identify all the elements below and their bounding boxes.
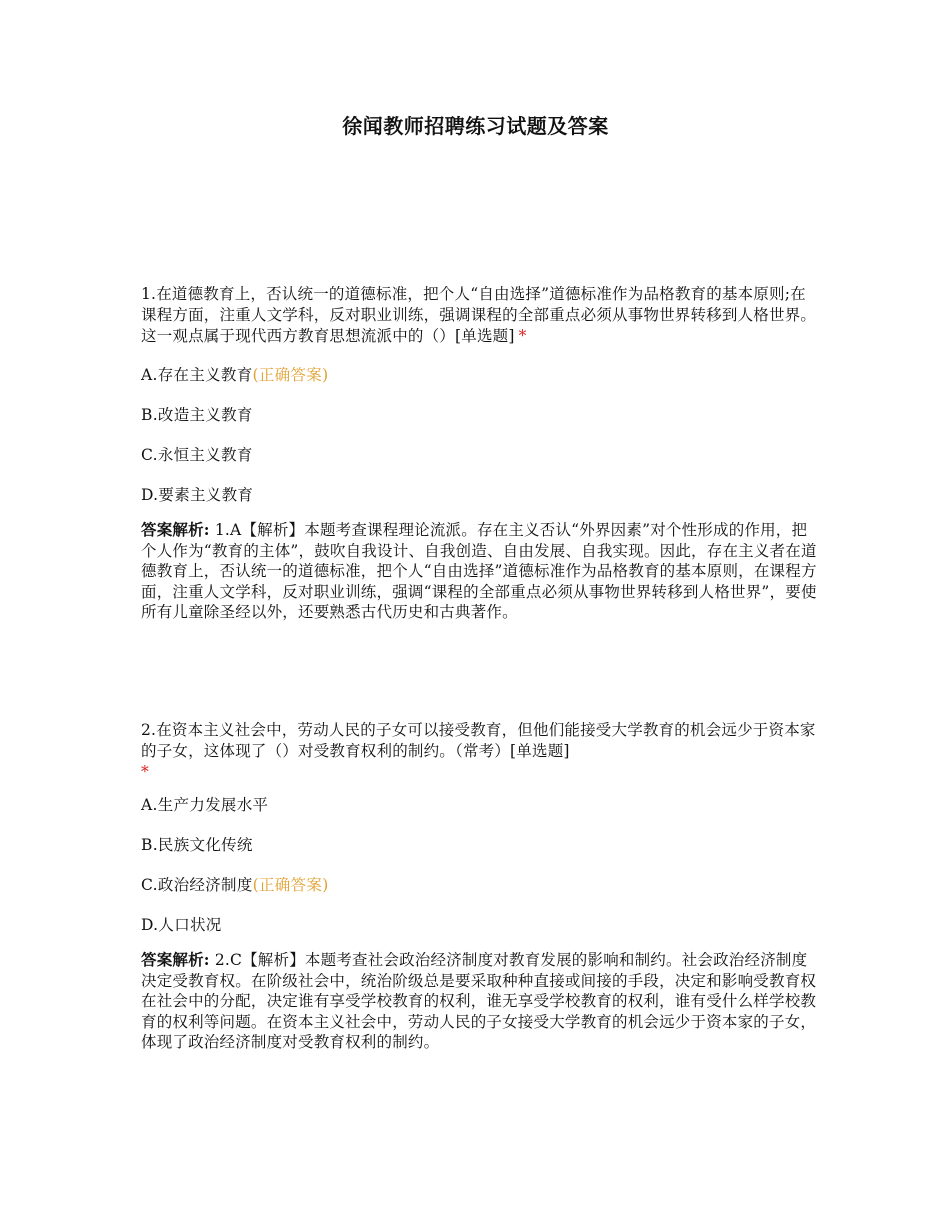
question-stem-text: 2.在资本主义社会中，劳动人民的子女可以接受教育，但他们能接受大学教育的机会远少于资本家的子女，这体现了（）对受教育权利的制约。（常考）[单选题]	[141, 721, 816, 760]
option-c	[141, 445, 821, 466]
question-stem	[141, 720, 821, 783]
answer-analysis	[141, 950, 821, 1053]
option-a	[141, 795, 821, 816]
correct-answer-label: (正确答案)	[252, 366, 329, 384]
option-a	[141, 365, 821, 386]
option-text: C.政治经济制度	[141, 876, 253, 894]
analysis-label: 答案解析:	[141, 950, 210, 969]
option-text: B.改造主义教育	[141, 406, 253, 424]
question-stem	[141, 284, 821, 347]
answer-analysis	[141, 520, 821, 623]
option-c	[141, 875, 821, 896]
analysis-text: 2.C【解析】本题考查社会政治经济制度对教育发展的影响和制约。社会政治经济制度决定受教育权。在阶级社会中，统治阶级总是要采取种种直接或间接的手段，决定和影响受教育权在社会中的分配，决定谁有享受学校教育的权利，谁无享受学校教育的权利，谁有受什么样学校教育的权利等问题。在资本主义社会中，劳动人民的子女接受大学教育的机会远少于资本家的子女，体现了政治经济制度对受教育权利的制约。	[141, 951, 817, 1051]
question-stem-text: 1.在道德教育上，否认统一的道德标准，把个人“自由选择”道德标准作为品格教育的基本原则;在课程方面，注重人文学科，反对职业训练，强调课程的全部重点必须从事物世界转移到人格世界。这一观点属于现代西方教育思想流派中的（）[单选题]	[141, 285, 817, 345]
option-b	[141, 835, 821, 856]
question-2	[141, 720, 821, 1053]
option-text: D.人口状况	[141, 916, 222, 934]
correct-answer-label: (正确答案)	[252, 876, 329, 894]
option-d	[141, 915, 821, 936]
analysis-label: 答案解析:	[141, 520, 210, 539]
option-text: D.要素主义教育	[141, 486, 254, 504]
option-text: A.存在主义教育	[141, 366, 253, 384]
required-mark: *	[141, 763, 149, 781]
analysis-text: 1.A【解析】本题考查课程理论流派。存在主义否认“外界因素”对个性形成的作用，把个人作为“教育的主体”，鼓吹自我设计、自我创造、自由发展、自我实现。因此，存在主义者在道德教育上，否认统一的道德标准，把个人“自由选择”道德标准作为品格教育的基本原则，在课程方面，注重人文学科，反对职业训练，强调“课程的全部重点必须从事物世界转移到人格世界”，要使所有儿童除圣经以外，还要熟悉古代历史和古典著作。	[141, 521, 817, 621]
option-b	[141, 405, 821, 426]
option-d	[141, 485, 821, 506]
option-text: B.民族文化传统	[141, 836, 253, 854]
required-mark: *	[518, 327, 527, 345]
option-text: C.永恒主义教育	[141, 446, 253, 464]
page-title: 徐闻教师招聘练习试题及答案	[342, 114, 609, 138]
option-text: A.生产力发展水平	[141, 796, 269, 814]
question-1	[141, 284, 821, 623]
